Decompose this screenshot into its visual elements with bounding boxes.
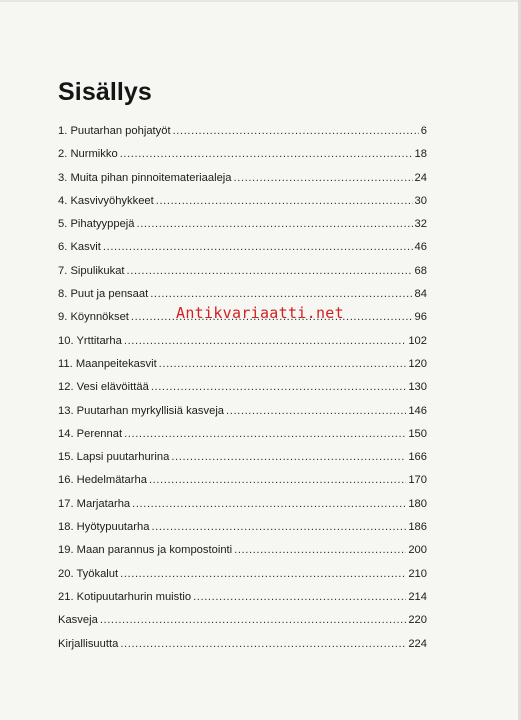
toc-entry-page: 220	[408, 614, 427, 627]
toc-leader-dots	[132, 497, 406, 511]
toc-entry	[58, 147, 427, 170]
toc-entry-label: 21. Kotipuutarhurin muistio	[58, 590, 192, 603]
toc-entry-page: 180	[408, 497, 427, 510]
toc-entry-label: 17. Marjatarha	[58, 497, 131, 510]
toc-entry-page: 30	[414, 194, 427, 207]
toc-leader-dots	[234, 171, 413, 185]
toc-leader-dots	[151, 520, 406, 534]
toc-entry-page: 46	[414, 241, 427, 254]
toc-entry-label: 3. Muita pihan pinnoitemateriaaleja	[58, 171, 232, 184]
toc-entry-label: 13. Puutarhan myrkyllisiä kasveja	[58, 404, 225, 417]
toc-entry	[58, 240, 427, 263]
toc-entry	[58, 590, 427, 613]
toc-entry-label: 8. Puut ja pensaat	[58, 288, 149, 301]
toc-entry-label: 9. Köynnökset	[58, 311, 129, 324]
toc-entry-label: 20. Työkalut	[58, 567, 119, 580]
toc-leader-dots	[171, 450, 406, 464]
toc-leader-dots	[120, 567, 406, 581]
toc-entry-label: 6. Kasvit	[58, 241, 101, 254]
toc-entry-page: 210	[408, 567, 427, 580]
toc-entry-page: 166	[408, 451, 427, 464]
toc-entry-page: 224	[408, 637, 427, 650]
toc-entry	[58, 404, 427, 427]
toc-entry	[58, 334, 427, 357]
toc-leader-dots	[127, 264, 413, 278]
toc-entry-label: Kirjallisuutta	[58, 637, 119, 650]
toc-leader-dots	[100, 613, 407, 627]
toc-entry-page: 84	[414, 288, 427, 301]
toc-leader-dots	[173, 124, 419, 138]
toc-entry	[58, 520, 427, 543]
toc-leader-dots	[149, 473, 406, 487]
toc-leader-dots	[120, 637, 406, 651]
toc-entry-label: 1. Puutarhan pohjatyöt	[58, 125, 171, 137]
toc-leader-dots	[159, 357, 407, 371]
toc-entry-label: 5. Pihatyyppejä	[58, 218, 135, 231]
toc-entry-label: 7. Sipulikukat	[58, 264, 125, 277]
toc-entry-label: 4. Kasvivyöhykkeet	[58, 194, 154, 207]
toc-entry-page: 214	[408, 590, 427, 603]
toc-leader-dots	[124, 334, 406, 348]
toc-leader-dots	[151, 380, 407, 394]
toc-entry-page: 130	[408, 381, 427, 394]
toc-leader-dots	[226, 404, 406, 418]
toc-entry	[58, 380, 427, 403]
toc-entry	[58, 194, 427, 217]
toc-entry-label: 10. Yrttitarha	[58, 334, 122, 347]
toc-leader-dots	[137, 217, 413, 231]
toc-entry-page: 102	[408, 334, 427, 347]
toc-entry-label: 11. Maanpeitekasvit	[58, 357, 157, 370]
toc-entry-page: 68	[414, 264, 427, 277]
toc-entry	[58, 567, 427, 590]
toc-entry	[58, 217, 427, 240]
toc-entry-label: Kasveja	[58, 614, 98, 627]
toc-entry-page: 6	[420, 125, 427, 137]
toc-entry-page: 18	[414, 148, 427, 161]
toc-entry-label: 16. Hedelmätarha	[58, 474, 147, 487]
toc-entry-page: 200	[408, 544, 427, 557]
toc-entry-label: 12. Vesi elävöittää	[58, 381, 149, 394]
table-of-contents	[58, 124, 427, 660]
toc-entry-label: 14. Perennat	[58, 427, 123, 440]
toc-entry	[58, 171, 427, 194]
toc-entry	[58, 473, 427, 496]
toc-entry-label: 19. Maan parannus ja kompostointi	[58, 544, 233, 557]
toc-entry-page: 186	[408, 521, 427, 534]
toc-leader-dots	[193, 590, 406, 604]
watermark-text: Antikvariaatti.net	[176, 304, 344, 322]
toc-entry-page: 120	[408, 357, 427, 370]
toc-entry-label: 2. Nurmikko	[58, 148, 118, 161]
page-title: Sisällys	[58, 78, 152, 106]
toc-entry	[58, 497, 427, 520]
toc-entry-page: 170	[408, 474, 427, 487]
toc-leader-dots	[150, 287, 412, 301]
toc-entry-page: 150	[408, 427, 427, 440]
toc-entry-label: 15. Lapsi puutarhurina	[58, 451, 170, 464]
toc-leader-dots	[103, 240, 413, 254]
toc-leader-dots	[120, 147, 413, 161]
toc-leader-dots	[234, 543, 406, 557]
toc-entry	[58, 124, 427, 147]
toc-entry-page: 24	[414, 171, 427, 184]
page-top-edge	[0, 0, 521, 2]
toc-entry	[58, 543, 427, 566]
toc-entry-page: 96	[414, 311, 427, 324]
toc-entry	[58, 357, 427, 380]
toc-entry	[58, 427, 427, 450]
toc-entry	[58, 613, 427, 636]
toc-leader-dots	[156, 194, 413, 208]
toc-entry-page: 32	[414, 218, 427, 231]
toc-leader-dots	[124, 427, 406, 441]
toc-entry-label: 18. Hyötypuutarha	[58, 521, 150, 534]
toc-entry	[58, 264, 427, 287]
toc-entry	[58, 450, 427, 473]
toc-entry-page: 146	[408, 404, 427, 417]
toc-entry	[58, 637, 427, 660]
